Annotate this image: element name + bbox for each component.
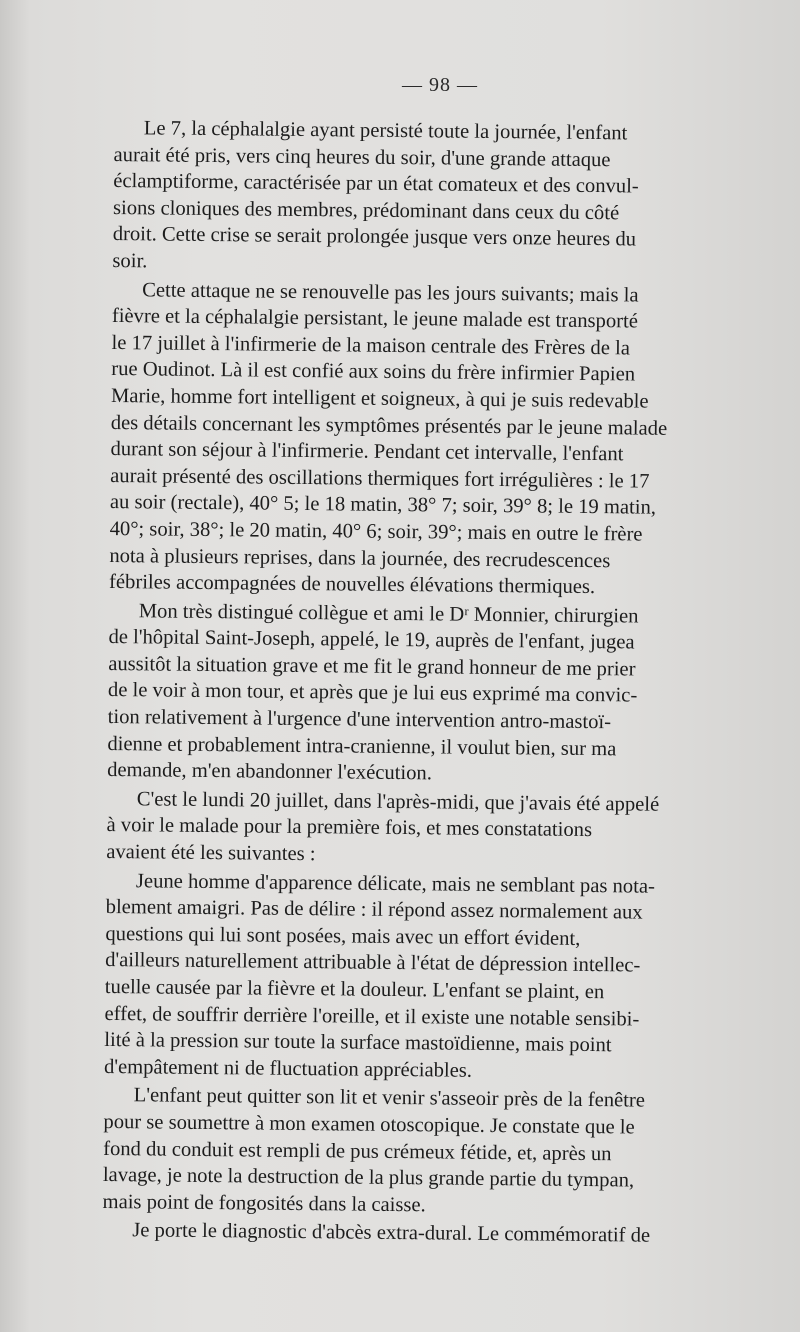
paragraph [106,786,747,872]
text-line: fièvre et la céphalalgie persistant, le jeune malade est transporté [111,305,639,333]
text-line: Marie, homme fort intelligent et soigneux, à qui je suis redevable [110,384,649,413]
text-line: lité à la pression sur toute la surface mastoïdienne, mais point [104,1029,612,1057]
text-line: aurait été pris, vers cinq heures du soir, d'une grande attaque [113,143,611,171]
text-line: demande, m'en abandonner l'exécution. [107,759,433,785]
text-line: dienne et probablement intra-cranienne, il voulut bien, sur ma [107,732,617,760]
text-line: avaient été les suivantes : [106,840,316,866]
text-line: tion relativement à l'urgence d'une intervention antro-mastoï- [107,706,612,734]
body-text [102,115,754,1253]
text-line: d'empâtement ni de fluctuation appréciables. [103,1055,473,1082]
text-line: fébriles accompagnées de nouvelles élévations thermiques. [108,571,596,599]
paragraph [104,868,746,1087]
paragraph [109,277,752,603]
text-line: tuelle causée par la fièvre et la douleur. L'enfant se plaint, en [104,975,605,1004]
text-line: au soir (rectale), 40° 5; le 18 matin, 38° 7; soir, 39° 8; le 19 matin, [109,491,657,520]
text-line: pour se soumettre à mon examen otoscopique. Je constate que le [103,1110,635,1139]
text-line: le 17 juillet à l'infirmerie de la maison centrale des Frères de la [111,331,631,360]
text-line: 40°; soir, 38°; le 20 matin, 40° 6; soir, 39°; mais en outre le frère [109,517,643,546]
text-line: de le voir à mon tour, et après que je lui eus exprimé ma convic- [107,679,638,707]
text-line: effet, de souffrir derrière l'oreille, et il existe une notable sensibi- [104,1002,640,1031]
text-line: de l'hôpital Saint-Joseph, appelé, le 19, auprès de l'enfant, jugea [108,626,635,654]
text-line: sions cloniques des membres, prédominant dans ceux du côté [112,196,620,225]
paragraph [112,115,754,281]
paragraph [102,1082,743,1222]
text-line: durant son séjour à l'infirmerie. Pendant cet intervalle, l'enfant [110,438,624,466]
text-line: fond du conduit est rempli de pus crémeux fétide, et, après un [103,1137,612,1165]
text-line: éclamptiforme, caractérisée par un état comateux et des convul- [113,170,639,198]
text-line: questions qui lui sont posées, mais avec un effort évident, [105,922,581,950]
text-line: rue Oudinot. Là il est confié aux soins du frère infirmier Papien [111,358,636,386]
text-line: Cette attaque ne se renouvelle pas les jours suivants; mais la [142,278,639,307]
page-number: — 98 — [402,74,478,96]
text-line: lavage, je note la destruction de la plus grande partie du tympan, [102,1164,635,1192]
paragraph [102,1217,742,1250]
text-line: Le 7, la céphalalgie ayant persisté toute la journée, l'enfant [143,117,628,145]
text-line: L'enfant peut quitter son lit et venir s'asseoir près de la fenêtre [133,1084,646,1112]
text-line: blement amaigri. Pas de délire : il répond assez normalement aux [105,896,643,924]
text-line: à voir le malade pour la première fois, et mes constatations [106,814,593,842]
text-line: Mon très distingué collègue et ami le Dʳ Monnier, chirurgien [138,599,639,628]
text-line: droit. Cette crise se serait prolongée jusque vers onze heures du [112,223,637,251]
text-line: nota à plusieurs reprises, dans la journée, des recrudescences [109,544,611,572]
text-line: Jeune homme d'apparence délicate, mais ne semblant pas nota- [135,869,656,898]
paragraph [107,598,749,791]
text-line: soir. [112,249,148,273]
text-line: d'ailleurs naturellement attribuable à l'état de dépression intellec- [105,949,641,977]
text-line: Je porte le diagnostic d'abcès extra-dural. Le commémoratif de [132,1219,651,1248]
text-line: des détails concernant les symptômes présentés par le jeune malade [110,411,668,440]
text-line: mais point de fongosités dans la caisse. [102,1190,426,1217]
text-line: aurait présenté des oscillations thermiques fort irrégulières : le 17 [110,464,650,493]
text-line: C'est le lundi 20 juillet, dans l'après-midi, que j'avais été appelé [136,788,660,816]
text-line: aussitôt la situation grave et me fit le grand honneur de me prier [108,652,636,681]
